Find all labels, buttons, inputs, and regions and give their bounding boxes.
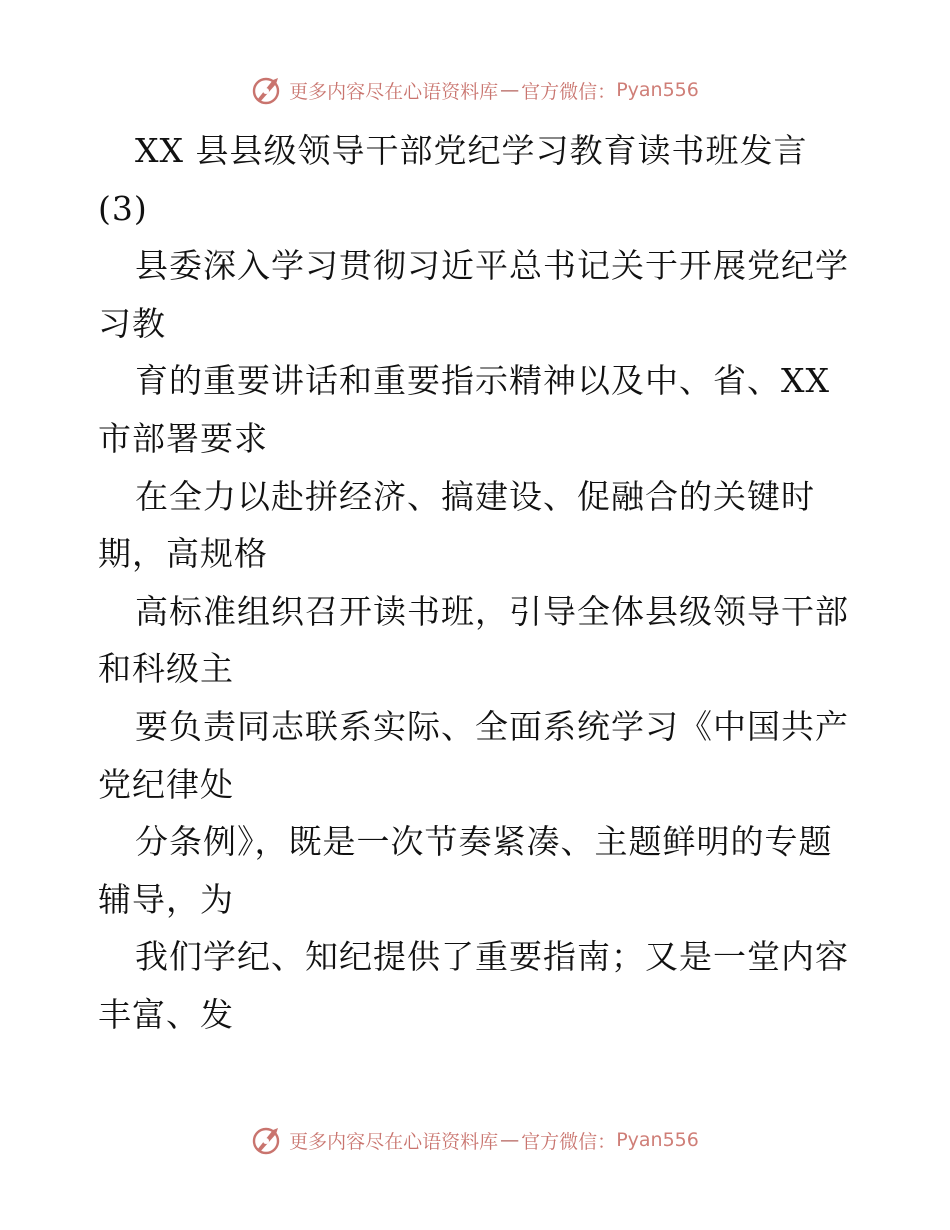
watermark-wechat-label: 官方微信：: [521, 1130, 617, 1153]
watermark-separator: —: [500, 1129, 520, 1151]
doc-line: 要负责同志联系实际、全面系统学习《中国共产: [135, 706, 849, 746]
doc-line: XX 县县级领导干部党纪学习教育读书班发言: [135, 131, 808, 170]
quill-logo-icon: [251, 1124, 283, 1156]
watermark-wechat-label: 官方微信：: [521, 80, 617, 103]
doc-line: 丰富、发: [98, 994, 234, 1034]
watermark-text: 更多内容尽在心语资料库: [289, 1130, 499, 1153]
doc-line: 期，高规格: [98, 534, 268, 574]
doc-line: (3): [98, 188, 148, 228]
doc-line: 县委深入学习贯彻习近平总书记关于开展党纪学: [135, 246, 849, 286]
quill-logo-icon: [251, 74, 283, 106]
watermark-wechat-id: Pyan556: [616, 1129, 699, 1151]
doc-line: 育的重要讲话和重要指示精神以及中、省、XX: [135, 361, 830, 401]
doc-line: 市部署要求: [98, 418, 268, 458]
doc-line: 在全力以赴拼经济、搞建设、促融合的关键时: [135, 476, 815, 516]
document-body: [98, 122, 858, 1044]
watermark-wechat-id: Pyan556: [616, 79, 699, 101]
doc-line: 和科级主: [98, 649, 234, 689]
doc-line: 分条例》，既是一次节奏紧凑、主题鲜明的专题: [135, 822, 833, 862]
doc-line: 习教: [98, 303, 166, 343]
doc-line: 我们学纪、知纪提供了重要指南；又是一堂内容: [135, 937, 849, 977]
doc-line: 党纪律处: [98, 764, 234, 804]
doc-line: 高标准组织召开读书班，引导全体县级领导干部: [135, 591, 849, 631]
doc-line: 辅导，为: [98, 879, 234, 919]
watermark-separator: —: [500, 79, 520, 101]
watermark-text: 更多内容尽在心语资料库: [289, 80, 499, 103]
header-watermark: [0, 70, 950, 110]
footer-watermark: [0, 1120, 950, 1160]
